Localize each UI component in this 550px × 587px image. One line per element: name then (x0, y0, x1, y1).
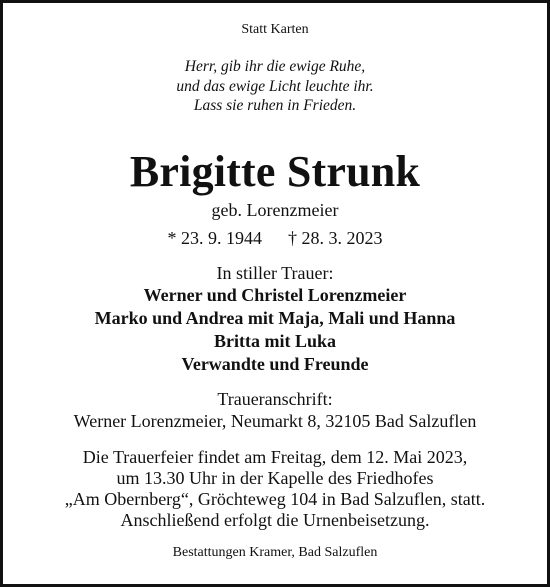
mourners-intro: In stiller Trauer: (216, 263, 334, 283)
mourner-line-1: Werner und Christel Lorenzmeier (143, 285, 407, 305)
ceremony-line-1: Die Trauerfeier findet am Freitag, dem 12. Mai 2023, (82, 447, 468, 467)
header-statt-karten: Statt Karten (241, 22, 309, 37)
deceased-name: Brigitte Strunk (129, 147, 421, 196)
address-label: Traueranschrift: (217, 389, 333, 409)
verse-line-1: Herr, gib ihr die ewige Ruhe, (184, 58, 366, 75)
birth-date: * 23. 9. 1944 (167, 228, 262, 248)
birth-name: geb. Lorenzmeier (211, 200, 339, 220)
mourner-line-3: Britta mit Luka (213, 331, 336, 351)
ceremony-line-3: „Am Obernberg“, Gröchteweg 104 in Bad Salzuflen, statt. (64, 489, 486, 509)
death-date: † 28. 3. 2023 (288, 228, 383, 248)
footer-undertaker: Bestattungen Kramer, Bad Salzuflen (172, 545, 378, 560)
verse-line-2: und das ewige Licht leuchte ihr. (176, 78, 374, 95)
ceremony-line-4: Anschließend erfolgt die Urnenbeisetzung. (120, 510, 430, 530)
address-text: Werner Lorenzmeier, Neumarkt 8, 32105 Bad Salzuflen (73, 411, 477, 431)
mourner-line-2: Marko und Andrea mit Maja, Mali und Hanna (94, 308, 456, 328)
life-dates (0, 228, 550, 249)
mourner-line-4: Verwandte und Freunde (181, 354, 369, 374)
ceremony-line-2: um 13.30 Uhr in der Kapelle des Friedhofes (116, 468, 434, 488)
verse-line-3: Lass sie ruhen in Frieden. (193, 97, 357, 114)
